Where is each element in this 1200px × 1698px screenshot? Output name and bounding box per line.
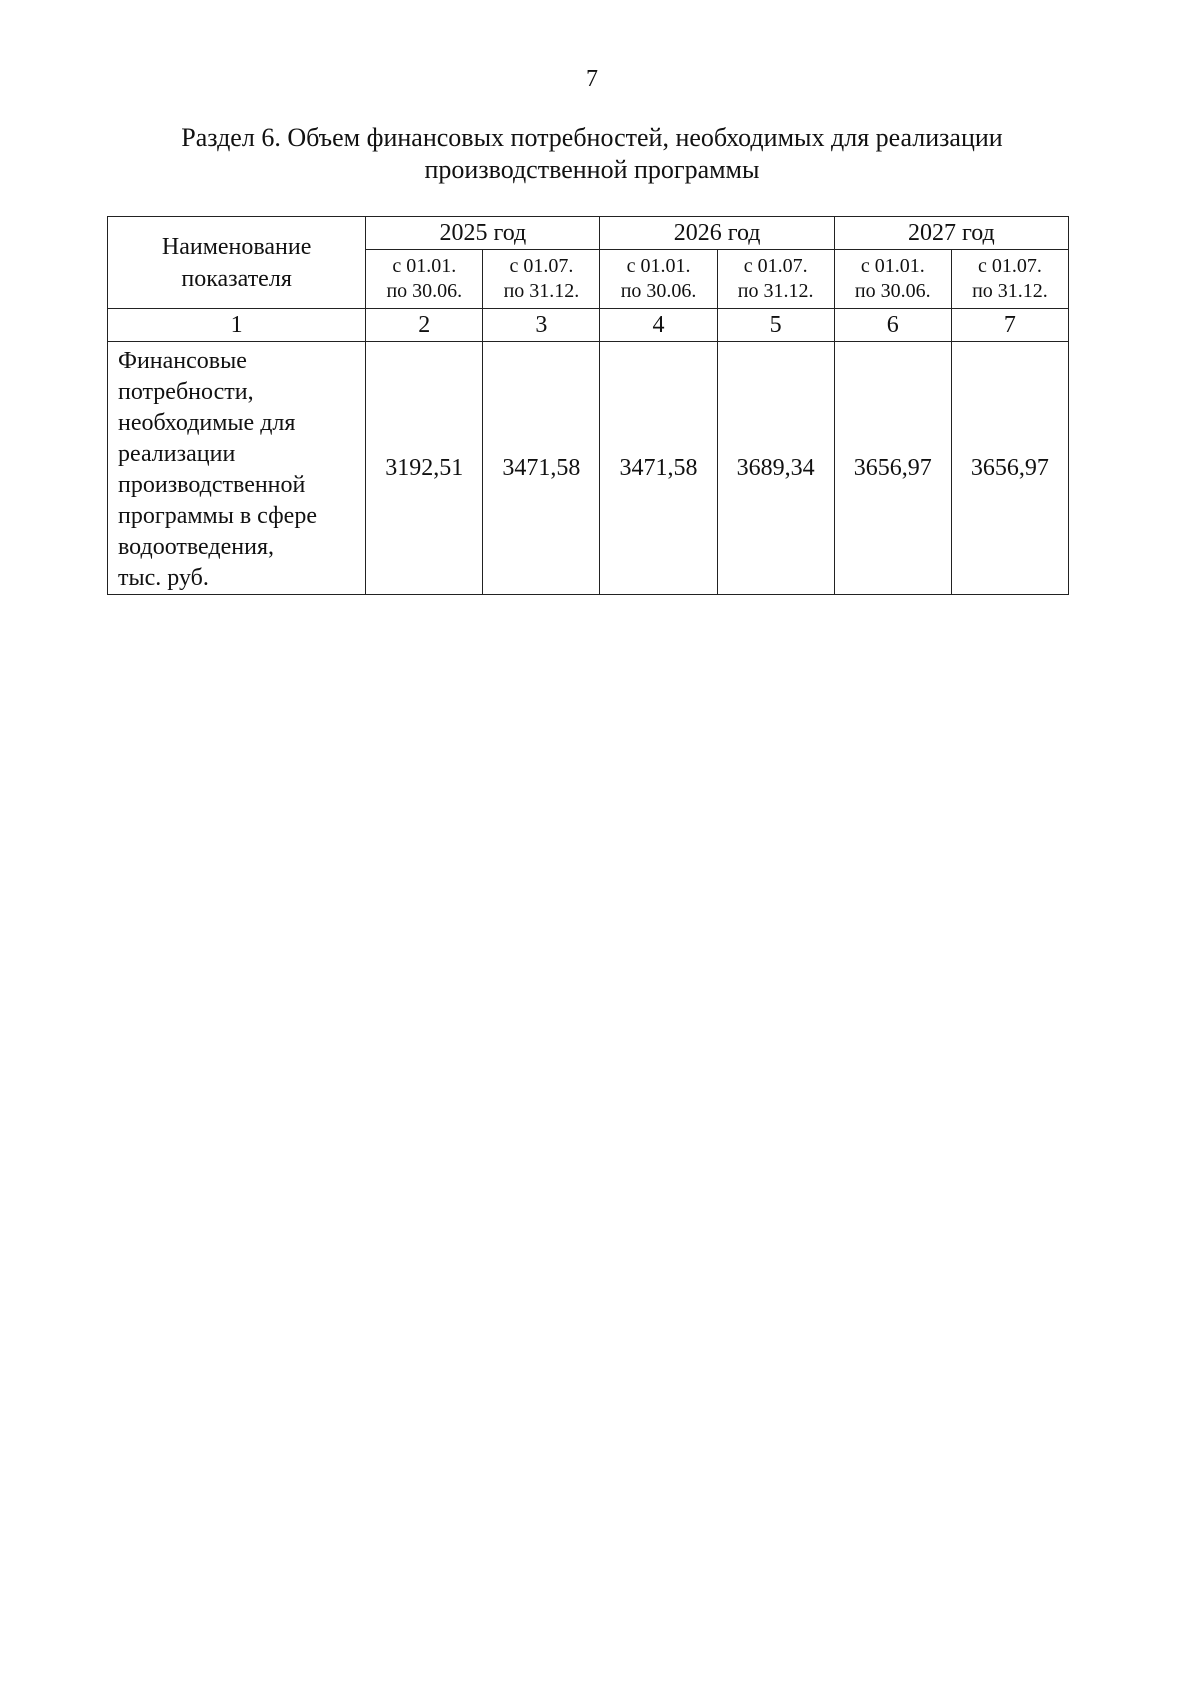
column-number: 3 [483,309,600,342]
header-period [951,250,1068,309]
value-cell: 3656,97 [834,342,951,595]
header-period-line-1: с 01.07. [743,255,808,277]
section-title-line-2: производственной программы [424,155,760,184]
page-number: 7 [586,66,598,92]
row-indicator-name-line: реализации [118,441,236,467]
value-cell: 3689,34 [717,342,834,595]
header-period-line-1: с 01.01. [392,255,457,277]
value-cell: 3192,51 [366,342,483,595]
header-period-line-2: по 30.06. [386,280,463,302]
column-number: 2 [366,309,483,342]
row-indicator-name [108,342,366,595]
column-number: 6 [834,309,951,342]
value-cell: 3471,58 [600,342,717,595]
header-year-2026: 2026 год [600,217,834,250]
section-title-line-1: Раздел 6. Объем финансовых потребностей, необходимых для реализации [181,123,1003,152]
header-period-line-2: по 30.06. [854,280,931,302]
column-number: 4 [600,309,717,342]
header-period-line-2: по 30.06. [620,280,697,302]
header-year-2025: 2025 год [366,217,600,250]
row-indicator-name-line: производственной [118,472,306,498]
header-period [717,250,834,309]
header-year-2027: 2027 год [834,217,1068,250]
header-period-line-2: по 31.12. [737,280,814,302]
header-period-line-1: с 01.07. [509,255,574,277]
financial-needs-table [107,216,1069,595]
row-indicator-name-line: программы в сфере [118,503,317,529]
header-indicator-name-line-2: показателя [181,265,292,292]
table-column-numbers-row [108,309,1069,342]
column-number: 1 [108,309,366,342]
header-period [366,250,483,309]
table-row [108,342,1069,595]
header-period-line-1: с 01.01. [860,255,925,277]
header-indicator-name [108,217,366,309]
header-period-line-2: по 31.12. [972,280,1048,302]
header-period-line-2: по 31.12. [503,280,580,302]
table-header-row-years [108,217,1069,250]
header-period [600,250,717,309]
row-indicator-name-line: Финансовые [118,348,247,374]
row-indicator-name-line: тыс. руб. [118,565,209,591]
row-indicator-name-line: потребности, [118,379,254,405]
column-number: 7 [951,309,1068,342]
header-period [834,250,951,309]
value-cell: 3471,58 [483,342,600,595]
header-indicator-name-line-1: Наименование [161,233,312,260]
column-number: 5 [717,309,834,342]
row-indicator-name-line: необходимые для [118,410,296,436]
header-period-line-1: с 01.01. [626,255,691,277]
header-period-line-1: с 01.07. [977,255,1042,277]
row-indicator-name-line: водоотведения, [118,534,274,560]
section-title [100,122,1084,186]
value-cell: 3656,97 [951,342,1068,595]
header-period [483,250,600,309]
